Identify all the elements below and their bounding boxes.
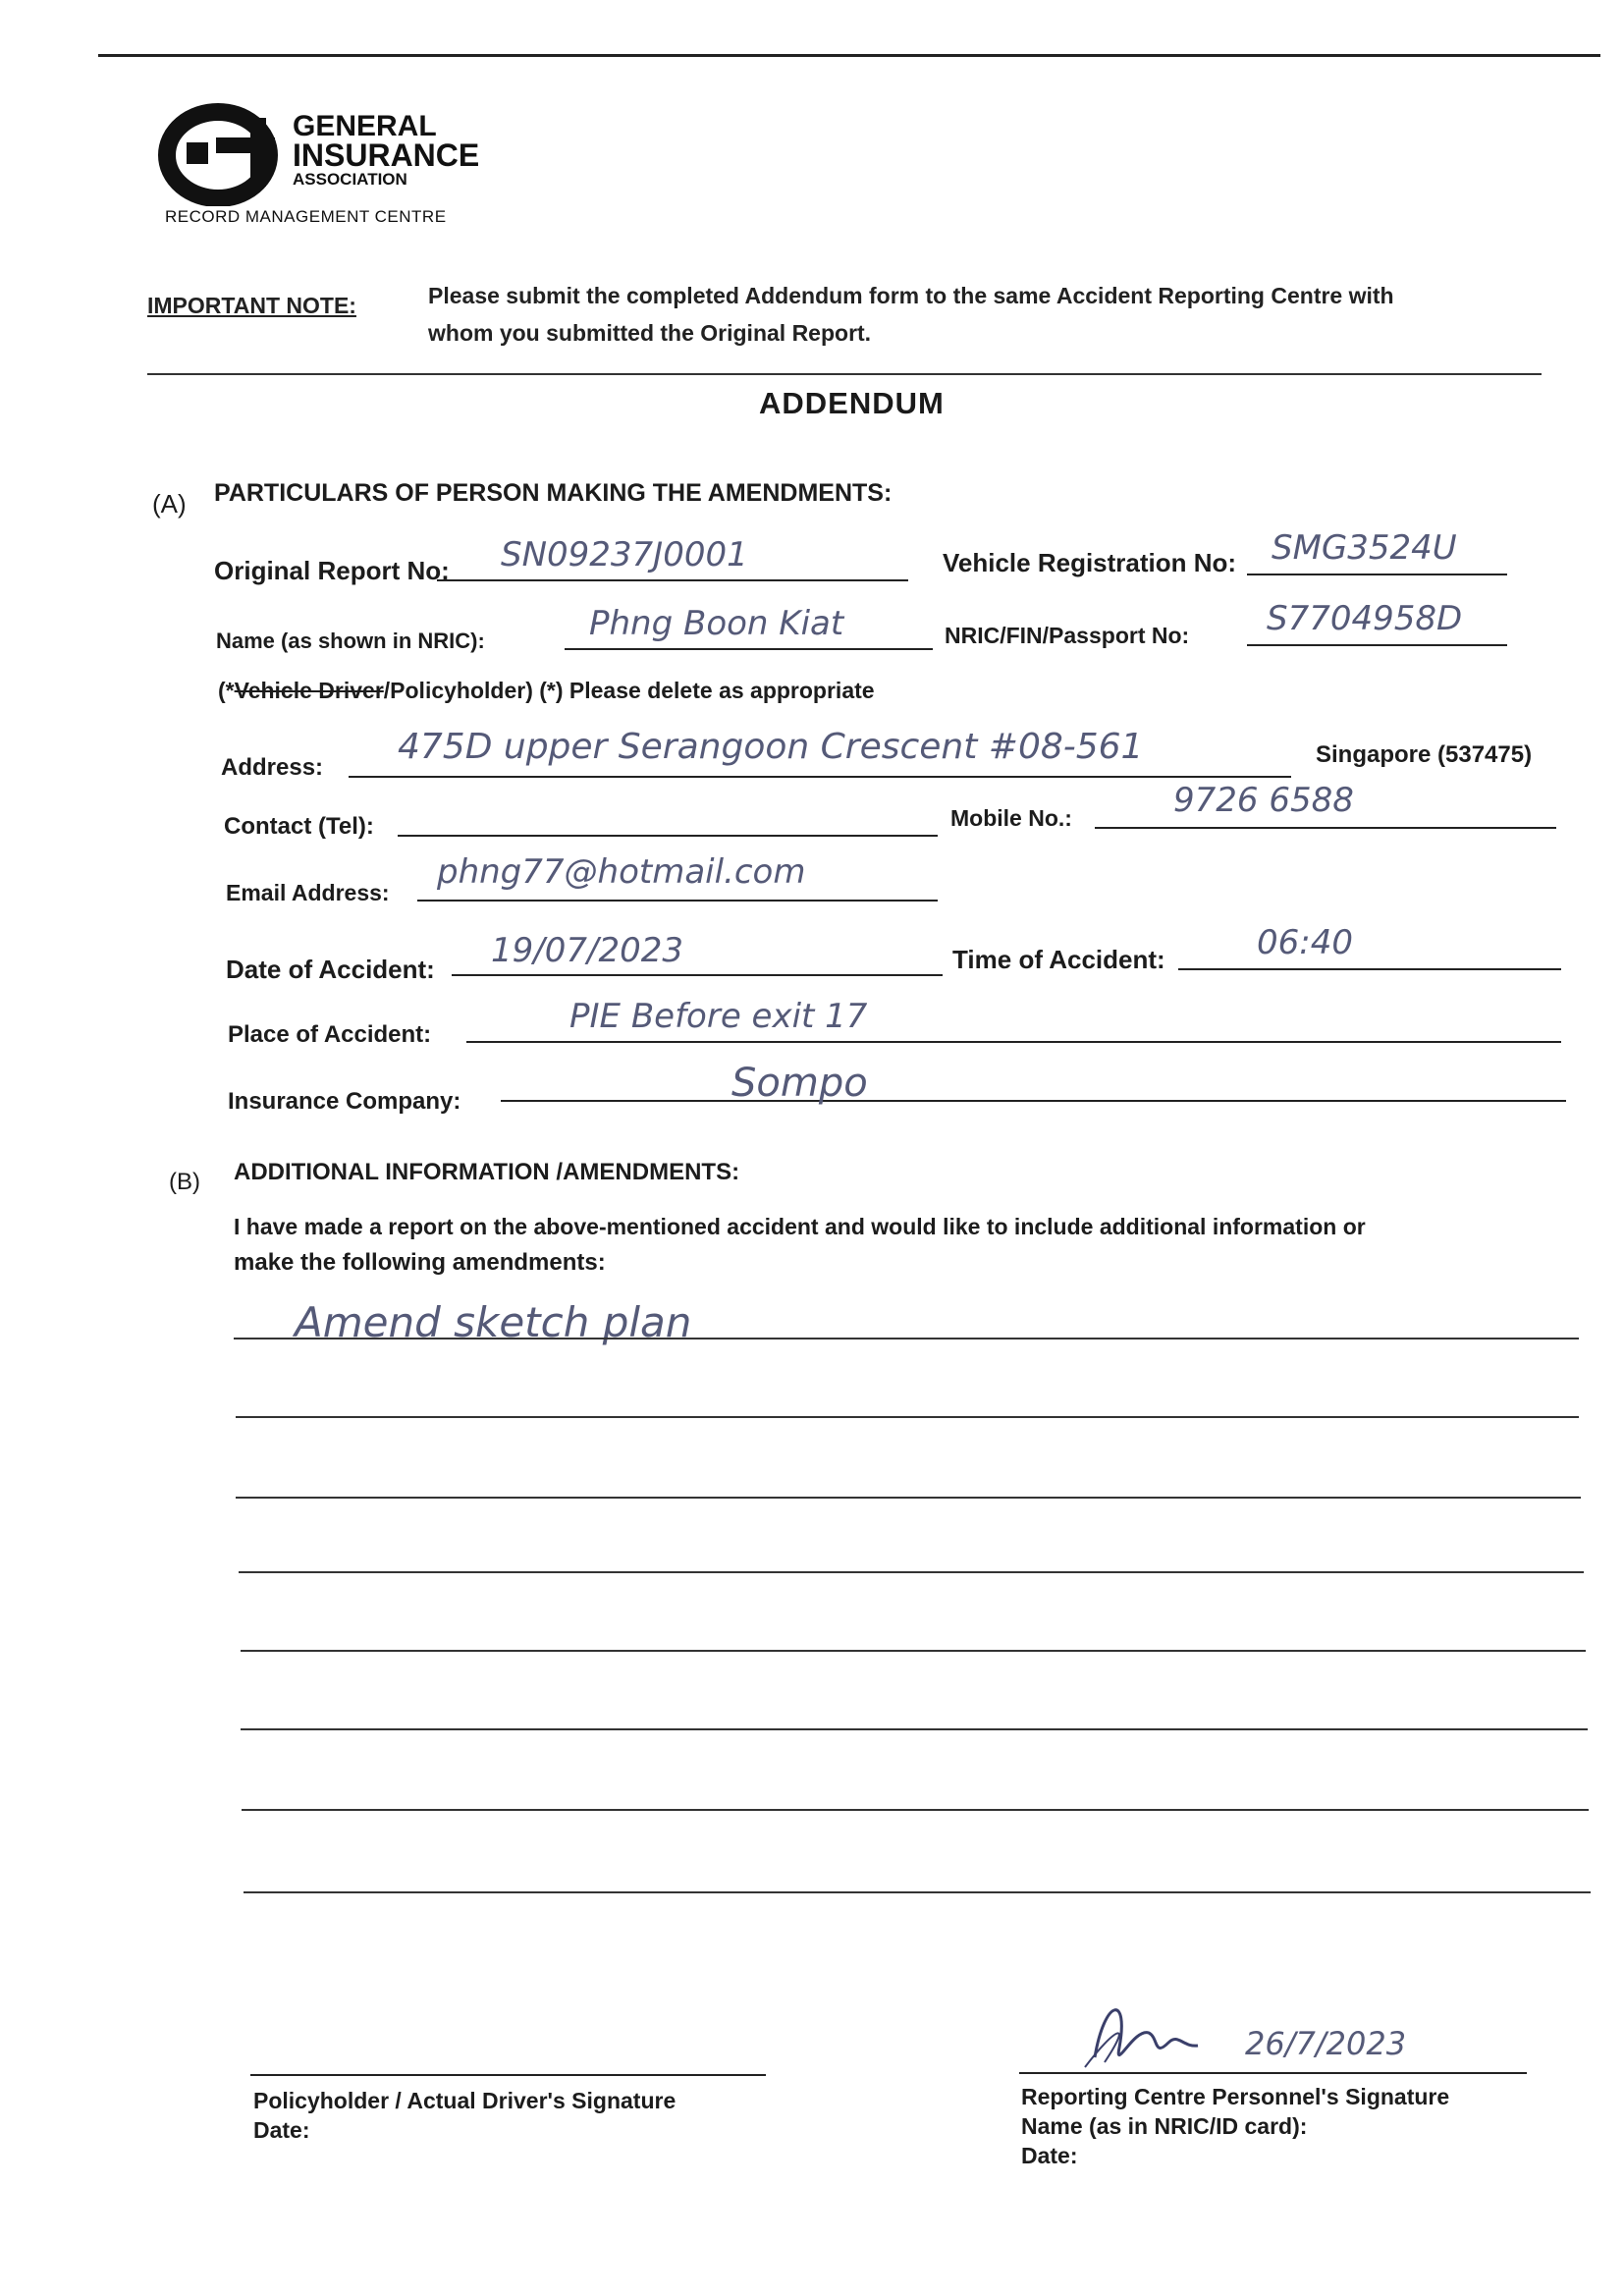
right-signature-name-label: Name (as in NRIC/ID card):: [1021, 2113, 1308, 2139]
insurance-company-label: Insurance Company:: [228, 1088, 461, 1115]
amendment-line: [241, 1650, 1586, 1652]
amendment-line: [234, 1338, 1579, 1339]
amendment-line: [242, 1809, 1589, 1811]
logo-subtitle: RECORD MANAGEMENT CENTRE: [165, 207, 447, 226]
vehicle-registration-label: Vehicle Registration No:: [943, 548, 1237, 577]
email-label: Email Address:: [226, 880, 390, 905]
insurance-company-underline: [501, 1100, 1566, 1102]
scan-top-border: [98, 54, 1600, 57]
section-b-heading: ADDITIONAL INFORMATION /AMENDMENTS:: [234, 1159, 740, 1185]
left-signature-date-label: Date:: [253, 2117, 310, 2143]
amendment-line: [244, 1891, 1591, 1893]
right-signature-date-label: Date:: [1021, 2143, 1078, 2168]
address-label: Address:: [221, 754, 324, 781]
date-of-accident-value[interactable]: 19/07/2023: [491, 931, 683, 970]
section-a-heading: PARTICULARS OF PERSON MAKING THE AMENDMENTS:: [214, 479, 893, 507]
email-underline: [417, 900, 938, 902]
address-value[interactable]: 475D upper Serangoon Crescent #08-561: [398, 727, 1144, 767]
gia-emblem-icon: [157, 98, 295, 206]
date-of-accident-underline: [452, 974, 943, 976]
time-of-accident-underline: [1178, 968, 1561, 970]
amendment-line: [236, 1416, 1579, 1418]
contact-underline: [398, 835, 938, 837]
left-signature-label: Policyholder / Actual Driver's Signature: [253, 2088, 677, 2113]
insurance-company-value[interactable]: Sompo: [731, 1061, 868, 1106]
role-suffix: /Policyholder) (*) Please delete as appropriate: [383, 678, 875, 703]
address-suffix: Singapore (537475): [1316, 741, 1533, 768]
place-of-accident-underline: [466, 1041, 1561, 1043]
place-of-accident-value[interactable]: PIE Before exit 17: [569, 997, 868, 1036]
vehicle-registration-underline: [1247, 574, 1507, 575]
address-underline: [349, 776, 1291, 778]
time-of-accident-value[interactable]: 06:40: [1257, 923, 1353, 962]
original-report-label: Original Report No:: [214, 556, 450, 585]
nric-underline: [1247, 644, 1507, 646]
right-signature-line: [1019, 2072, 1527, 2074]
original-report-value[interactable]: SN09237J0001: [501, 535, 748, 574]
important-note-line1: Please submit the completed Addendum form to the same Accident Reporting Centre with: [428, 283, 1394, 308]
gia-logo: [157, 98, 491, 236]
date-of-accident-label: Date of Accident:: [226, 955, 435, 984]
section-b-marker: (B): [169, 1169, 200, 1195]
nric-label: NRIC/FIN/Passport No:: [945, 623, 1190, 648]
amendment-line: [239, 1571, 1584, 1573]
logo-line-insurance: INSURANCE: [293, 137, 480, 173]
mobile-label: Mobile No.:: [950, 805, 1072, 831]
logo-line-general: GENERAL: [293, 110, 437, 142]
original-report-underline: [437, 579, 908, 581]
amendment-line: [241, 1728, 1588, 1730]
personnel-signature-icon: [1075, 1989, 1272, 2077]
name-underline: [565, 648, 933, 650]
name-value[interactable]: Phng Boon Kiat: [589, 604, 844, 643]
amendment-text[interactable]: Amend sketch plan: [295, 1298, 692, 1346]
role-prefix: (*: [218, 678, 235, 703]
contact-label: Contact (Tel):: [224, 813, 374, 840]
page-title: ADDENDUM: [759, 386, 945, 420]
right-signature-label: Reporting Centre Personnel's Signature: [1021, 2084, 1450, 2109]
section-a-marker: (A): [152, 489, 187, 519]
mobile-value[interactable]: 9726 6588: [1173, 781, 1354, 820]
note-divider: [147, 373, 1542, 375]
time-of-accident-label: Time of Accident:: [952, 945, 1165, 974]
important-note-label: IMPORTANT NOTE:: [147, 293, 356, 318]
section-b-intro-line1: I have made a report on the above-mentioned accident and would like to include additional information or: [234, 1214, 1366, 1239]
logo-line-association: ASSOCIATION: [293, 170, 407, 189]
section-b-intro-line2: make the following amendments:: [234, 1249, 606, 1276]
mobile-underline: [1095, 827, 1556, 829]
email-value[interactable]: phng77@hotmail.com: [437, 852, 806, 892]
amendment-line: [236, 1497, 1581, 1499]
name-label: Name (as shown in NRIC):: [216, 629, 485, 653]
role-struck: Vehicle Driver: [234, 678, 384, 703]
left-signature-line: [250, 2074, 766, 2076]
nric-value[interactable]: S7704958D: [1267, 599, 1463, 638]
place-of-accident-label: Place of Accident:: [228, 1021, 432, 1048]
role-line: [218, 678, 875, 704]
vehicle-registration-value[interactable]: SMG3524U: [1272, 528, 1457, 568]
personnel-signed-date[interactable]: 26/7/2023: [1245, 2025, 1407, 2062]
important-note-line2: whom you submitted the Original Report.: [428, 320, 872, 346]
